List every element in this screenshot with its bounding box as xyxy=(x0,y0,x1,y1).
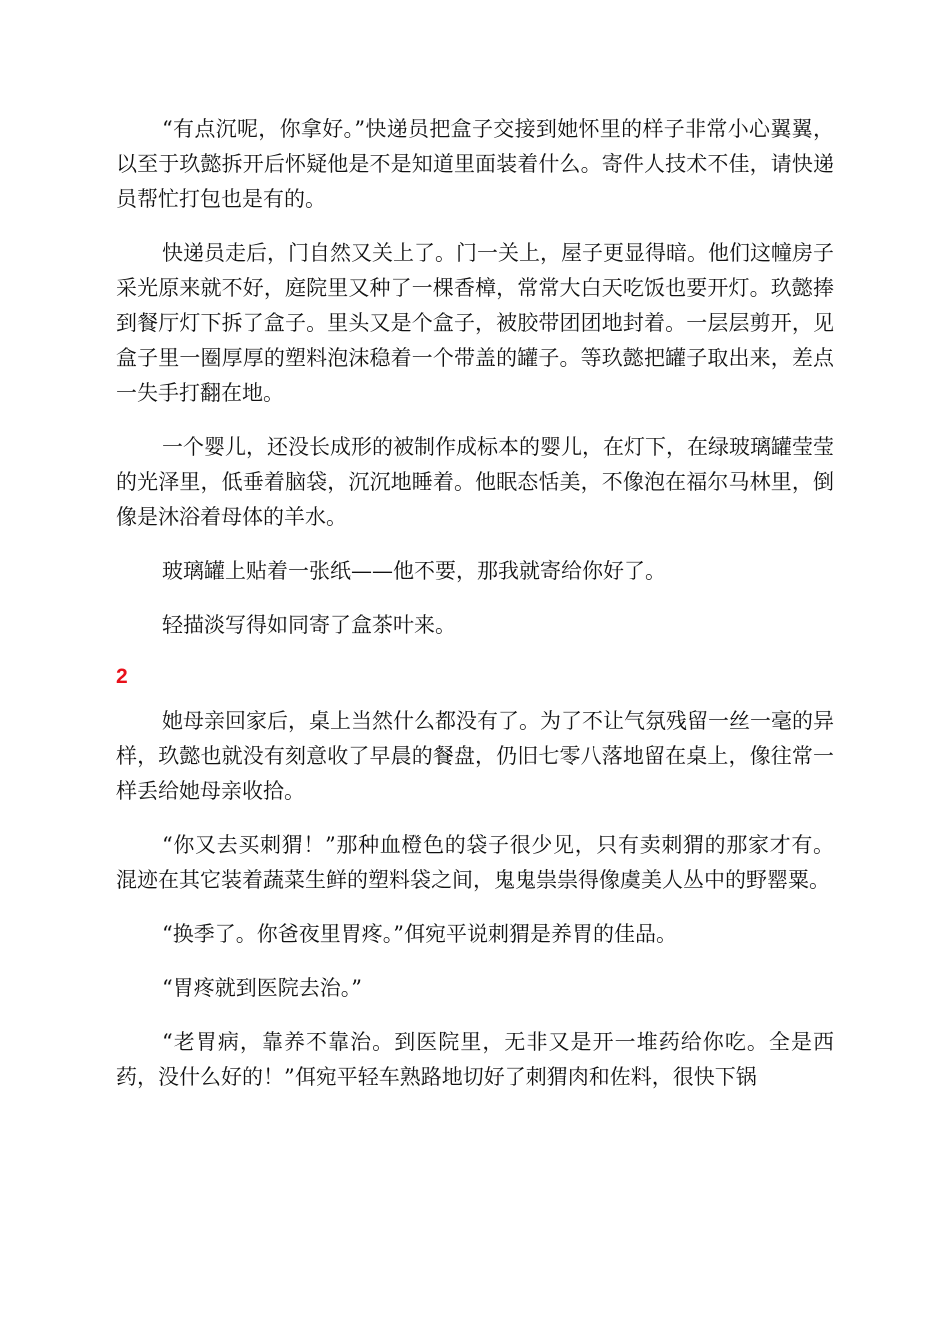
paragraph: “老胃病，靠养不靠治。到医院里，无非又是开一堆药给你吃。全是西药，没什么好的！”佴宛平轻车熟路地切好了刺猬肉和佐料，很快下锅 xyxy=(116,1030,834,1089)
paragraph: “有点沉呢，你拿好。”快递员把盒子交接到她怀里的样子非常小心翼翼，以至于玖懿拆开后怀疑他是不是知道里面装着什么。寄件人技术不佳，请快递员帮忙打包也是有的。 xyxy=(116,117,834,211)
paragraph: 一个婴儿，还没长成形的被制作成标本的婴儿，在灯下，在绿玻璃罐莹莹的光泽里，低垂着脑袋，沉沉地睡着。他眠态恬美，不像泡在福尔马林里，倒像是沐浴着母体的羊水。 xyxy=(116,435,834,529)
paragraph: “胃疼就到医院去治。” xyxy=(162,976,362,1000)
paragraph: 她母亲回家后，桌上当然什么都没有了。为了不让气氛残留一丝一毫的异样，玖懿也就没有刻意收了早晨的餐盘，仍旧七零八落地留在桌上，像往常一样丢给她母亲收拾。 xyxy=(116,709,834,803)
paragraph: 玻璃罐上贴着一张纸——他不要，那我就寄给你好了。 xyxy=(162,559,666,583)
document-body xyxy=(116,112,834,1114)
paragraph: “你又去买刺猬！”那种血橙色的袋子很少见，只有卖刺猬的那家才有。混迹在其它装着蔬菜生鲜的塑料袋之间，鬼鬼祟祟得像虞美人丛中的野罂粟。 xyxy=(116,833,834,892)
paragraph: 快递员走后，门自然又关上了。门一关上，屋子更显得暗。他们这幢房子采光原来就不好，庭院里又种了一棵香樟，常常大白天吃饭也要开灯。玖懿捧到餐厅灯下拆了盒子。里头又是个盒子，被胶带团团地封着。一层层剪开，见盒子里一圈厚厚的塑料泡沫稳着一个带盖的罐子。等玖懿把罐子取出来，差点一失手打翻在地。 xyxy=(116,241,834,405)
section-number: 2 xyxy=(116,665,128,688)
paragraph: 轻描淡写得如同寄了盒茶叶来。 xyxy=(162,613,456,637)
paragraph: “换季了。你爸夜里胃疼。”佴宛平说刺猬是养胃的佳品。 xyxy=(162,922,677,946)
